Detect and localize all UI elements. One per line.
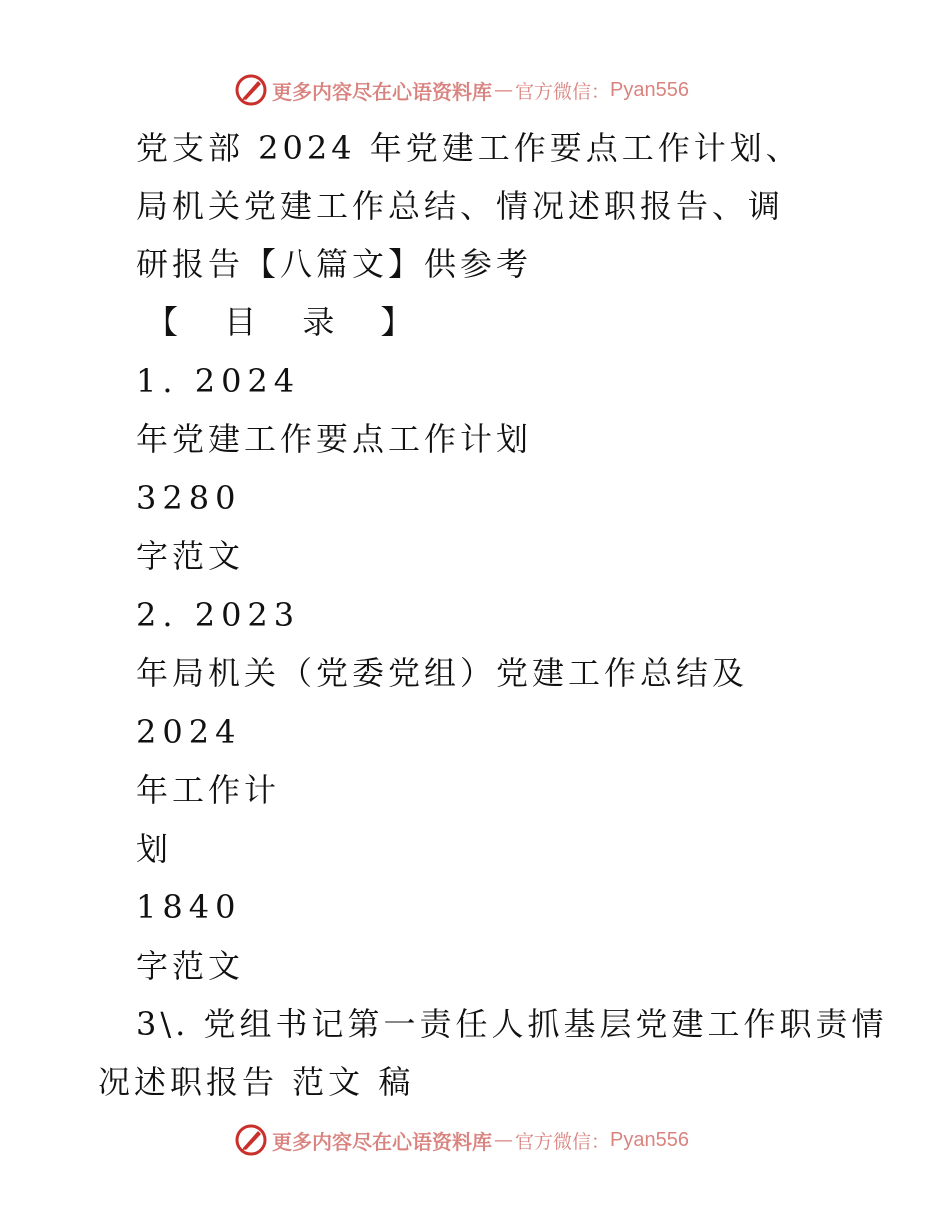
toc-line: 划 (136, 830, 173, 868)
watermark-wechat-id: Pyan556 (610, 1128, 689, 1151)
watermark-wechat-label: 官方微信： (515, 1130, 611, 1153)
footer-watermark (234, 1122, 689, 1158)
header-watermark (234, 72, 689, 108)
watermark-site-name: 更多内容尽在心语资料库 (272, 79, 492, 104)
quill-logo-icon (234, 1123, 268, 1157)
quill-logo-icon (234, 73, 268, 107)
toc-line: 字范文 (136, 947, 245, 985)
watermark-wechat-id: Pyan556 (610, 78, 689, 101)
toc-line: 年局机关（党委党组）党建工作总结及 (136, 654, 749, 692)
toc-line: 年工作计 (136, 771, 281, 809)
watermark-separator: — (494, 79, 513, 101)
document-title-line-3: 研报告【八篇文】供参考 (136, 245, 533, 283)
toc-line: 1840 (136, 888, 242, 926)
toc-line: 2024 (136, 713, 242, 751)
watermark-wechat-label: 官方微信： (515, 80, 611, 103)
toc-line: 况述职报告 范文 稿 (98, 1063, 415, 1101)
toc-heading: 【 目 录 】 (146, 303, 431, 341)
toc-line: 年党建工作要点工作计划 (136, 420, 533, 458)
watermark-separator: — (494, 1129, 513, 1151)
toc-line: 3280 (136, 479, 242, 517)
toc-line: 1. 2024 (136, 362, 301, 400)
watermark-site-name: 更多内容尽在心语资料库 (272, 1129, 492, 1154)
document-title-line-2: 局机关党建工作总结、情况述职报告、调 (136, 187, 785, 225)
document-title-line-1: 党支部 2024 年党建工作要点工作计划、 (136, 129, 802, 167)
toc-line: 2. 2023 (136, 596, 301, 634)
toc-line: 3\. 党组书记第一责任人抓基层党建工作职责情 (136, 1005, 888, 1043)
toc-line: 字范文 (136, 537, 245, 575)
